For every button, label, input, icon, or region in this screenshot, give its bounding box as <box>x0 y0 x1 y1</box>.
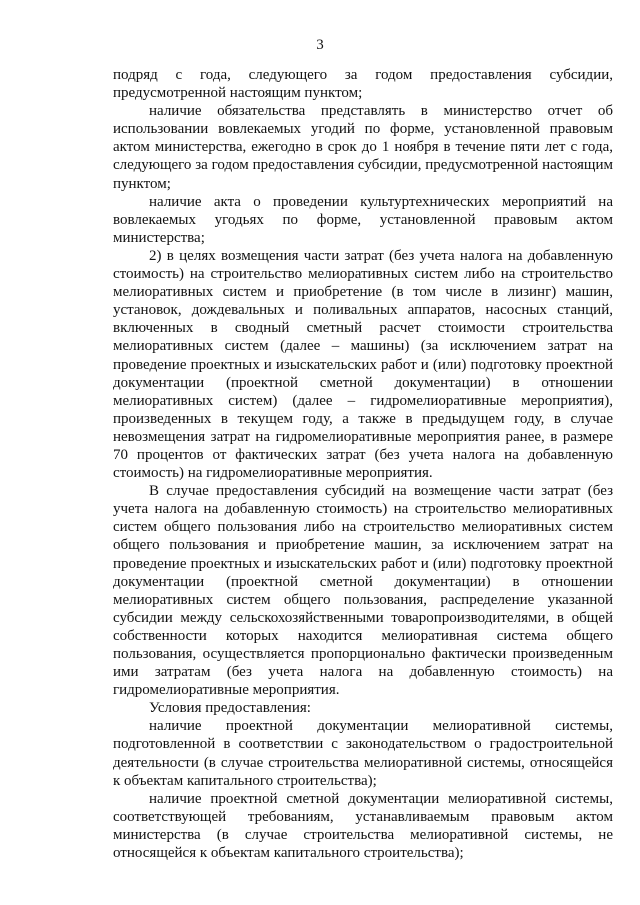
paragraph: подряд с года, следующего за годом предоставления субсидии, предусмотренной настоящим пунктом; <box>113 67 613 102</box>
paragraph: Условия предоставления: <box>149 700 311 717</box>
paragraph: наличие обязательства представлять в министерство отчет об использовании вовлекаемых угодий по форме, установленной правовым актом министерства, ежегодно в срок до 1 ноября в течение пяти лет с года, следующего за годом предоставления субсидии, предусмотренной настоящим пунктом; <box>113 103 613 192</box>
paragraph: наличие проектной сметной документации мелиоративной системы, соответствующей требованиям, устанавливаемым правовым актом министерства (в случае строительства мелиоративной системы, не относящейся к объектам капитального строительства); <box>113 790 613 862</box>
paragraph: В случае предоставления субсидий на возмещение части затрат (без учета налога на добавленную стоимость) на строительство мелиоративных систем общего пользования либо на строительство мелиоративных систем общего пользования и приобретение машин, за исключением затрат на проведение проектных и изыскательских работ и (или) подготовку проектной документации (проектной сметной документации) в отношении мелиоративных систем общего пользования, распределение указанной субсидии между сельскохозяйственными товаропроизводителями, в общей собственности которых находится мелиоративная система общего пользования, осуществляется пропорционально фактически произведенным ими затратам (без учета налога на добавленную стоимость) на гидромелиоративные мероприятия. <box>113 483 613 699</box>
paragraph: наличие акта о проведении культуртехнических мероприятий на вовлекаемых угодьях по форме, установленной правовым актом министерства; <box>113 193 613 246</box>
paragraph: наличие проектной документации мелиоративной системы, подготовленной в соответствии с законодательством о градостроительной деятельности (в случае строительства мелиоративной системы, относящейся к объектам капитального строительства); <box>113 718 613 789</box>
paragraph: 2) в целях возмещения части затрат (без учета налога на добавленную стоимость) на строительство мелиоративных систем либо на строительство мелиоративных систем и приобретение (в том числе в лизинг) машин, установок, дождевальных и поливальных аппаратов, насосных станций, включенных в сводный сметный расчет стоимости строительства мелиоративных систем (далее – машины) (за исключением затрат на проведение проектных и изыскательских работ и (или) подготовку проектной документации (проектной сметной документации) в отношении мелиоративных систем) (далее – гидромелиоративные мероприятия), произведенных в текущем году, а также в предыдущем году, в случае невозмещения затрат на гидромелиоративные мероприятия ранее, в размере 70 процентов от фактических затрат (без учета налога на добавленную стоимость) на гидромелиоративные мероприятия. <box>113 247 613 482</box>
page-number: 3 <box>316 37 324 53</box>
document-body <box>113 66 613 862</box>
